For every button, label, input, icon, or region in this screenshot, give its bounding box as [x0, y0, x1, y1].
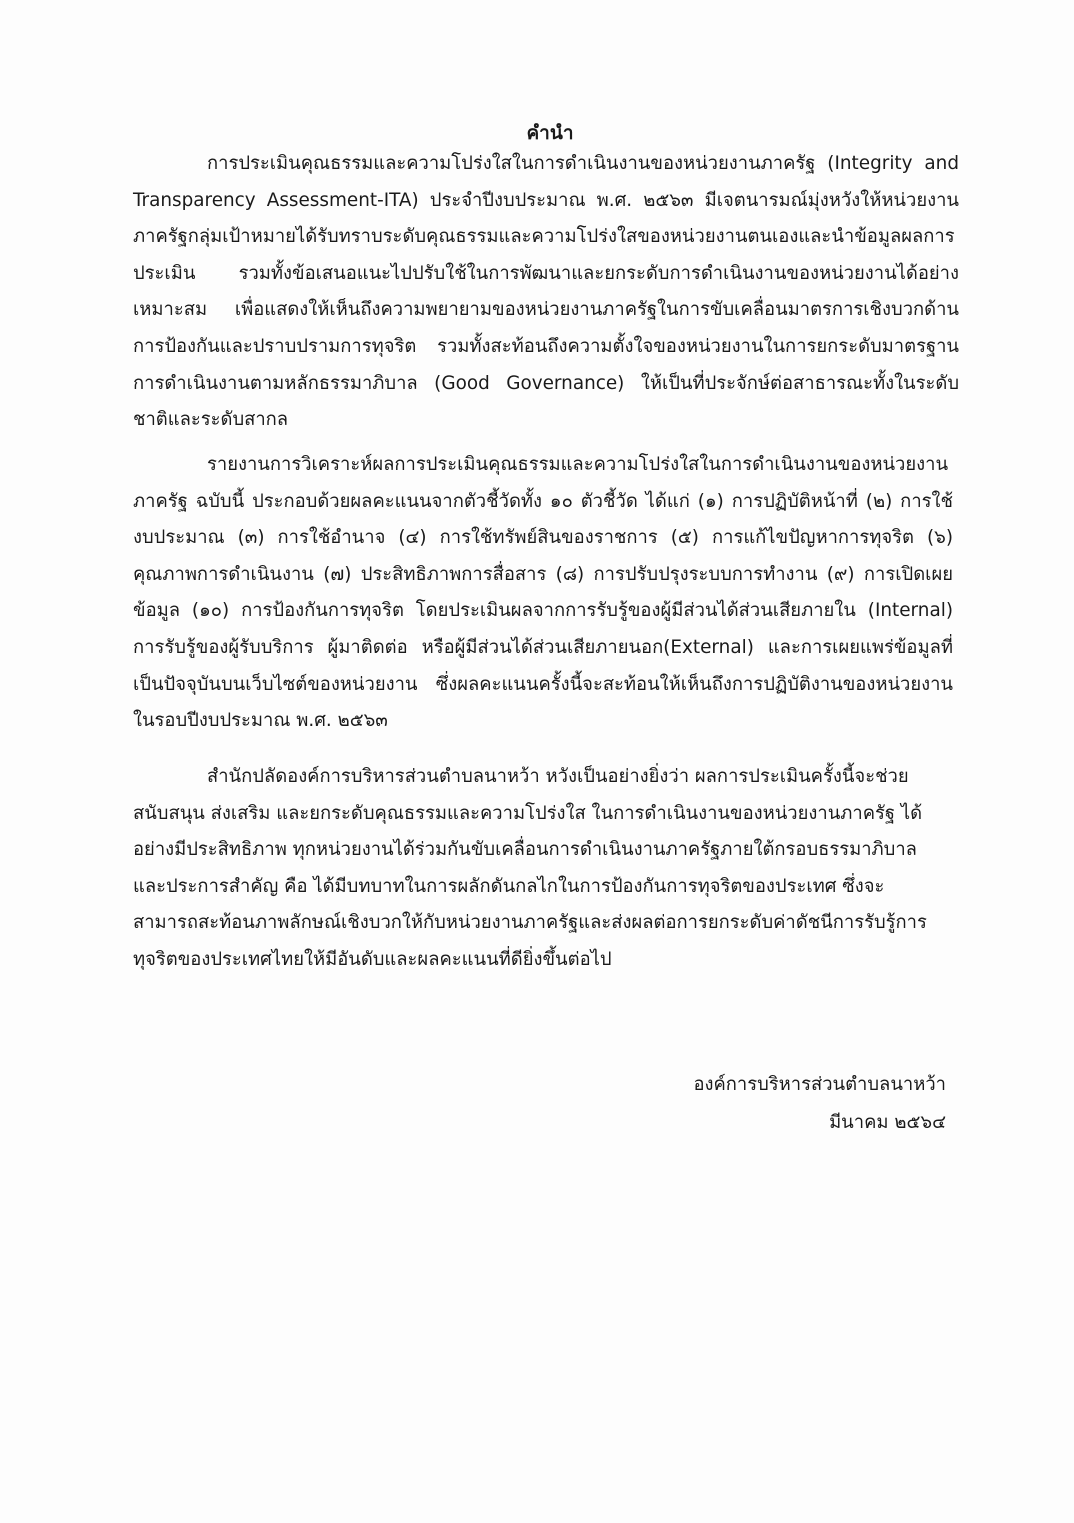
- paragraph-closing: สำนักปลัดองค์การบริหารส่วนตำบลนาหว้า หวังเป็นอย่างยิ่งว่า ผลการประเมินครั้งนี้จะช่วยสนับสนุน ส่งเสริม และยกระดับคุณธรรมและความโปร่งใส ในการดำเนินงานของหน่วยงานภาครัฐ ได้อย่างมีประสิทธิภาพ ทุกหน่วยงานได้ร่วมกันขับเคลื่อนการดำเนินงานภาครัฐภายใต้กรอบธรรมาภิบาล และประการสำคัญ คือ ได้มีบทบาทในการผลักดันกลไกในการป้องกันการทุจริตของประเทศ ซึ่งจะสามารถสะท้อนภาพลักษณ์เชิงบวกให้กับหน่วยงานภาครัฐและส่งผลต่อการยกระดับค่าดัชนีการรับรู้การทุจริตของประเทศไทยให้มีอันดับและผลคะแนนที่ดียิ่งขึ้นต่อไป: [133, 766, 927, 970]
- signature-block: [693, 1066, 946, 1142]
- signature-organization: องค์การบริหารส่วนตำบลนาหว้า: [693, 1074, 946, 1095]
- paragraph-report-details: รายงานการวิเคราะห์ผลการประเมินคุณธรรมและความโปร่งใสในการดำเนินงานของหน่วยงานภาครัฐ ฉบับนี้ ประกอบด้วยผลคะแนนจากตัวชี้วัดทั้ง ๑๐ ตัวชี้วัด ได้แก่ (๑) การปฏิบัติหน้าที่ (๒) การใช้งบประมาณ (๓) การใช้อำนาจ (๔) การใช้ทรัพย์สินของราชการ (๕) การแก้ไขปัญหาการทุจริต (๖) คุณภาพการดำเนินงาน (๗) ประสิทธิภาพการสื่อสาร (๘) การปรับปรุงระบบการทำงาน (๙) การเปิดเผยข้อมูล (๑๐) การป้องกันการทุจริต โดยประเมินผลจากการรับรู้ของผู้มีส่วนได้ส่วนเสียภายใน (Internal) การรับรู้ของผู้รับบริการ ผู้มาติดต่อ หรือผู้มีส่วนได้ส่วนเสียภายนอก(External) และการเผยแพร่ข้อมูลที่เป็นปัจจุบันบนเว็บไซต์ของหน่วยงาน ซึ่งผลคะแนนครั้งนี้จะสะท้อนให้เห็นถึงการปฏิบัติงานของหน่วยงานในรอบปีงบประมาณ พ.ศ. ๒๕๖๓: [133, 454, 953, 732]
- signature-date: มีนาคม ๒๕๖๔: [829, 1112, 946, 1133]
- document-title: คำนำ: [526, 122, 574, 144]
- paragraph-introduction: การประเมินคุณธรรมและความโปร่งใสในการดำเนินงานของหน่วยงานภาครัฐ (Integrity and Transparency Assessment-ITA) ประจำปีงบประมาณ พ.ศ. ๒๕๖๓ มีเจตนารมณ์มุ่งหวังให้หน่วยงานภาครัฐกลุ่มเป้าหมายได้รับทราบระดับคุณธรรมและความโปร่งใสของหน่วยงานตนเองและนำข้อมูลผลการประเมิน รวมทั้งข้อเสนอแนะไปปรับใช้ในการพัฒนาและยกระดับการดำเนินงานของหน่วยงานได้อย่างเหมาะสม เพื่อแสดงให้เห็นถึงความพยายามของหน่วยงานภาครัฐในการขับเคลื่อนมาตรการเชิงบวกด้านการป้องกันและปราบปรามการทุจริต รวมทั้งสะท้อนถึงความตั้งใจของหน่วยงานในการยกระดับมาตรฐานการดำเนินงานตามหลักธรรมาภิบาล (Good Governance) ให้เป็นที่ประจักษ์ต่อสาธารณะทั้งในระดับชาติและระดับสากล: [133, 153, 959, 431]
